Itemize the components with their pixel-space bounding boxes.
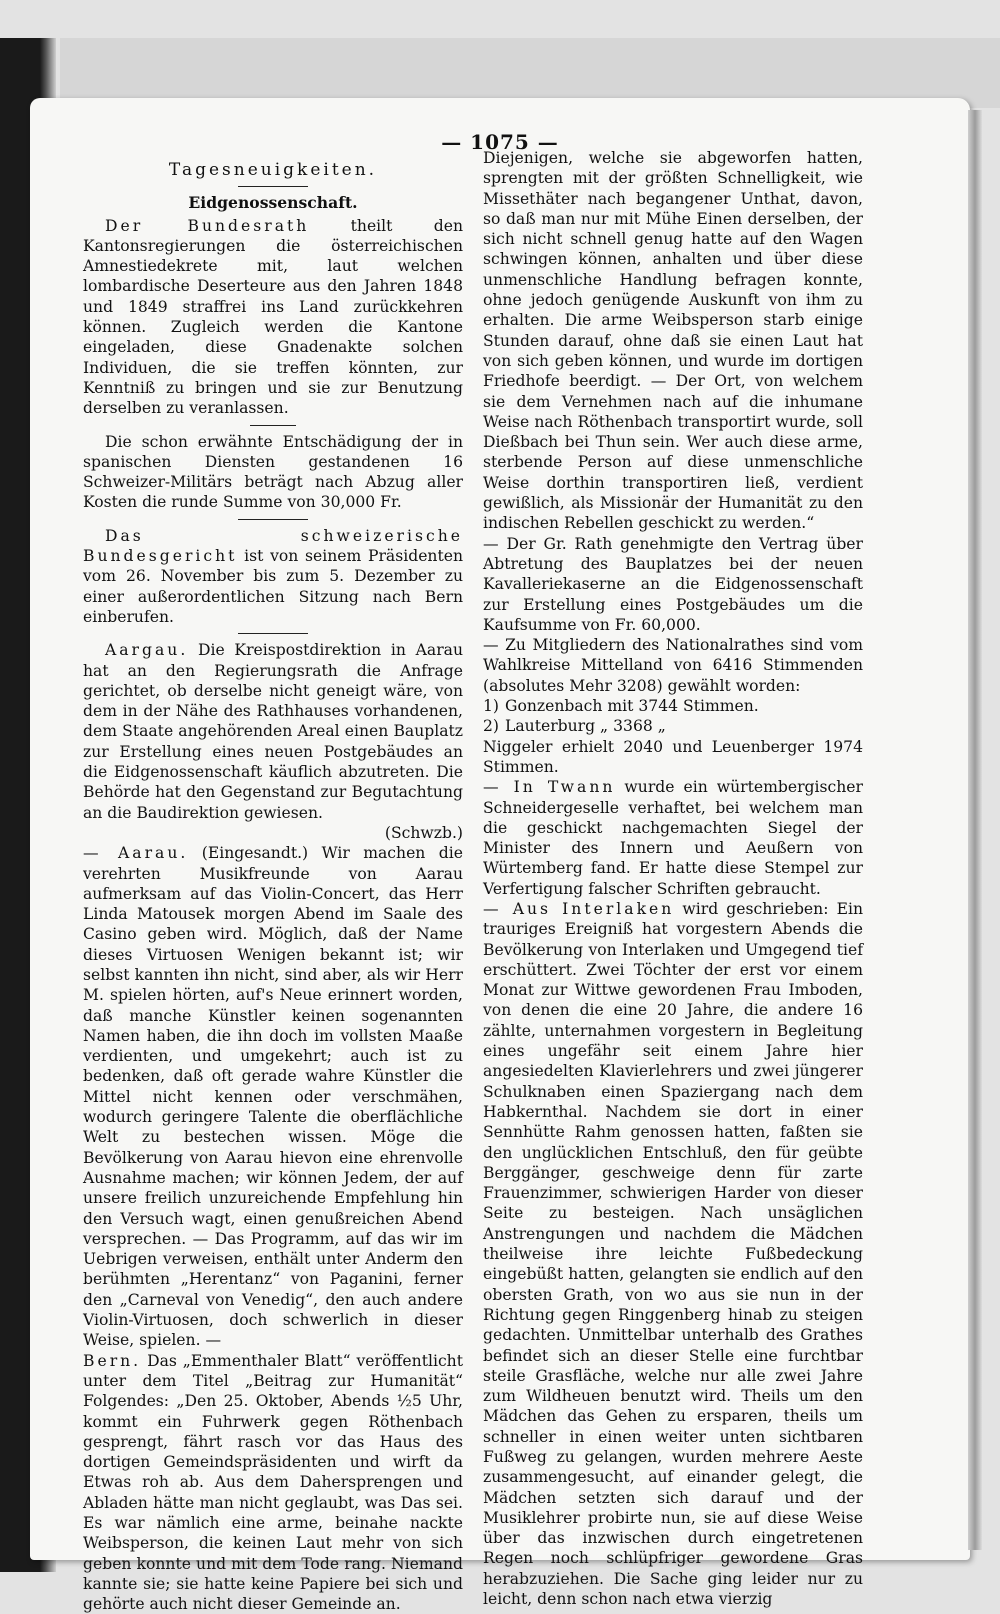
article-lead: — In Twann xyxy=(483,778,616,797)
article-bundesrath xyxy=(83,216,463,419)
left-column xyxy=(83,156,463,1614)
article-text: wurde ein würtembergischer Schneidergeselle verhaftet, bei welchem man die geschickt nachgemachten Siegel der Minister des Innern und Aeußern von Würtemberg fand. Er hatte diese Stempel zur Verfertigung falscher Schriften gebraucht. xyxy=(483,778,863,898)
divider xyxy=(238,633,308,634)
article-lead: Aargau. xyxy=(105,641,189,660)
article-grosser-rath: — Der Gr. Rath genehmigte den Vertrag über Abtretung des Bauplatzes bei der neuen Kavalleriekaserne an die Eidgenossenschaft zur Erstellung eines Postgebäudes um die Kaufsumme von Fr. 60,000. xyxy=(483,534,863,634)
article-aarau-concert xyxy=(83,843,463,1350)
article-aargau xyxy=(83,640,463,843)
article-lead: — Aus Interlaken xyxy=(483,899,675,918)
article-lead: Bern. xyxy=(83,1351,142,1370)
vote-text: Gonzenbach mit 3744 Stimmen. xyxy=(505,697,759,716)
article-text: wird geschrieben: Ein trauriges Ereigniß hat vorgestern Abends die Bevölkerung von Interlaken und Umgegend tief erschüttert. Zwei Töchter der erst vor einem Monat zur Wittwe gewordenen Frau Imboden, von denen die eine 20 Jahre, die andere 16 zählte, unternahmen vorgestern in Begleitung eines ungefähr seit einem Jahre hier angesiedelten Klavierlehrers und zwei jüngerer Schulknaben einen Spaziergang nach dem Habkernthal. Nachdem sie dort in einer Sennhütte Rahm genossen hatten, faßten sie den unglücklichen Entschluß, den für geübte Berggänger, geschweige denn für zarte Frauenzimmer, schwierigen Harder von dieser Seite zu besteigen. Nach unsäglichen Anstrengungen und nachdem die Mädchen theilweise ihre leichte Fußbedeckung eingebüßt hatten, gelangten sie endlich auf den obersten Grath, von wo aus sie nun in der Richtung gegen Ringgenberg hinab zu steigen gedachten. Unmittelbar unterhalb des Grathes befindet sich an dieser Stelle eine furchtbar steile Grasfläche, welche nur alle zwei Jahre zum Wildheuen benutzt wird. Theils um den Mädchen das Gehen zu ersparen, theils um schneller in einen weiter unten sichtbaren Fußweg zu gelangen, wurden mehrere Aeste zusammengesucht, auf einander gelegt, die Mädchen setzten sich darauf und der Musiklehrer probirte nun, sie auf diese Weise über das inzwischen durch eingetretenen Regen noch schlüpfriger gewordene Gras herabzuziehen. Die Sache ging leider nur zu leicht, denn schon nach etwa vierzig xyxy=(483,899,863,1609)
article-text: theilt den Kantonsregierungen die österreichischen Amnestiedekrete mit, laut welchen lombardische Deserteure aus den Jahren 1848 und 1849 straffrei ins Land zurückkehren können. Zugleich werden die Kantone eingeladen, diese Gnadenakte solchen Individuen, die sie treffen könnten, zur Kenntniß zu bringen und sie zur Benutzung derselben zu veranlassen. xyxy=(83,216,463,418)
article-source: (Schwzb.) xyxy=(384,823,463,842)
vote-result xyxy=(483,696,863,716)
article-text: Die Kreispostdirektion in Aarau hat an den Regierungsrath die Anfrage gerichtet, ob derselbe nicht geneigt wäre, von dem in der Nähe des Rathhauses vorhandenen, dem Staate angehörenden Areal einen Bauplatz zur Erstellung eines neuen Postgebäudes an die Eidgenossenschaft käuflich abzutreten. Die Behörde hat den Gegenstand zur Begutachtung an die Baudirektion gewiesen. xyxy=(83,641,463,822)
vote-text: Lauterburg „ 3368 „ xyxy=(505,717,666,736)
article-bern xyxy=(83,1351,463,1614)
subsection-title: Eidgenossenschaft. xyxy=(188,193,358,213)
article-lead: Das schweizerische Bundesgericht xyxy=(83,526,463,566)
article-bern-continued: Diejenigen, welche sie abgeworfen hatten, sprengten mit der größten Schnelligkeit, wie Missethäter nach begangener Unthat, davon, so daß man nur mit Mühe Einen derselben, der sich nicht schnell genug hatte auf den Wagen schwingen können, anhalten und über diese unmenschliche Handlung befragen konnte, ohne jedoch genügende Auskunft von ihm zu erhalten. Die arme Weibsperson starb einige Stunden darauf, ohne daß sie einen Laut hat von sich geben können, und wurde im dortigen Friedhofe beerdigt. — Der Ort, von welchem sie dem Vernehmen nach auf die inhumane Weise nach Röthenbach transportirt wurde, soll Dießbach bei Thun sein. Wer auch diese arme, sterbende Person auf diese unmenschliche Weise dorthin transportiren ließ, verdient gewißlich, als Missionär der Humanität zu den indischen Rebellen geschickt zu werden.“ xyxy=(483,149,863,533)
right-column xyxy=(483,148,863,1609)
article-interlaken xyxy=(483,899,863,1609)
article-lead: Der Bundesrath xyxy=(105,216,310,235)
divider xyxy=(238,519,308,520)
article-bundesgericht xyxy=(83,526,463,627)
vote-index: 2) xyxy=(483,717,500,736)
article-niggeler: Niggeler erhielt 2040 und Leuenberger 1974 Stimmen. xyxy=(483,737,863,776)
page-edge xyxy=(968,110,982,1550)
article-lead: — Aarau. xyxy=(83,844,189,863)
page-number: — 1075 — xyxy=(441,130,559,154)
divider xyxy=(250,425,296,426)
vote-index: 1) xyxy=(483,697,500,716)
divider xyxy=(238,186,308,187)
article-text: Das „Emmenthaler Blatt“ veröffentlicht unter dem Titel „Beitrag zur Humanität“ Folgendes: „Den 25. Oktober, Abends ½5 Uhr, kommt ein Fuhrwerk gegen Röthenbach gesprengt, fährt rasch vor das Haus des dortigen Gemeindspräsidenten und wirft da Etwas roh ab. Aus dem Dahersprengen und Abladen hätte man nicht geglaubt, was Das sei. Es war nämlich eine arme, beinahe nackte Weibsperson, die keinen Laut mehr von sich geben konnte und mit dem Tode rang. Niemand kannte sie; sie hatte keine Papiere bei sich und gehörte auch nicht dieser Gemeinde an. xyxy=(83,1351,463,1614)
article-text: (Eingesandt.) Wir machen die verehrten Musikfreunde von Aarau aufmerksam auf das Violin-Concert, das Herr Linda Matousek morgen Abend im Saale des Casino geben wird. Möglich, daß der Name dieses Virtuosen Wenigen bekannt ist; wir selbst kannten ihn nicht, sind aber, als wir Herr M. spielen hörten, auf's Neue erinnert worden, daß manche Künstler keinen sogenannten Namen haben, die ihn doch im vollsten Maaße verdienten, und umgekehrt; auch ist zu bedenken, daß oft gerade wahre Künstler die Mittel nicht kennen oder verschmähen, wodurch geringere Talente die oberflächliche Welt zu bestechen wissen. Möge die Bevölkerung von Aarau hievon eine ehrenvolle Ausnahme machen; wir können Jedem, der auf unsere freilich unzureichende Empfehlung hin den Versuch wagt, einen genußreichen Abend versprechen. — Das Programm, auf das wir im Uebrigen verweisen, enthält unter Anderm den berühmten „Herentanz“ von Paganini, ferner den „Carneval von Venedig“, den auch andere Violin-Virtuosen, doch schwerlich in dieser Weise, spielen. — xyxy=(83,844,463,1350)
article-text: ist von seinem Präsidenten vom 26. November bis zum 5. Dezember zu einer außerordentlichen Sitzung nach Bern einberufen. xyxy=(83,547,463,626)
section-title: Tagesneuigkeiten. xyxy=(168,160,378,180)
article-entschaedigung: Die schon erwähnte Entschädigung der in spanischen Diensten gestandenen 16 Schweizer-Militärs beträgt nach Abzug aller Kosten die runde Summe von 30,000 Fr. xyxy=(83,432,463,512)
article-nationalrath: — Zu Mitgliedern des Nationalrathes sind vom Wahlkreise Mittelland von 6416 Stimmenden (absolutes Mehr 3208) gewählt worden: xyxy=(483,636,863,695)
article-twann xyxy=(483,777,863,899)
vote-result xyxy=(483,716,863,736)
